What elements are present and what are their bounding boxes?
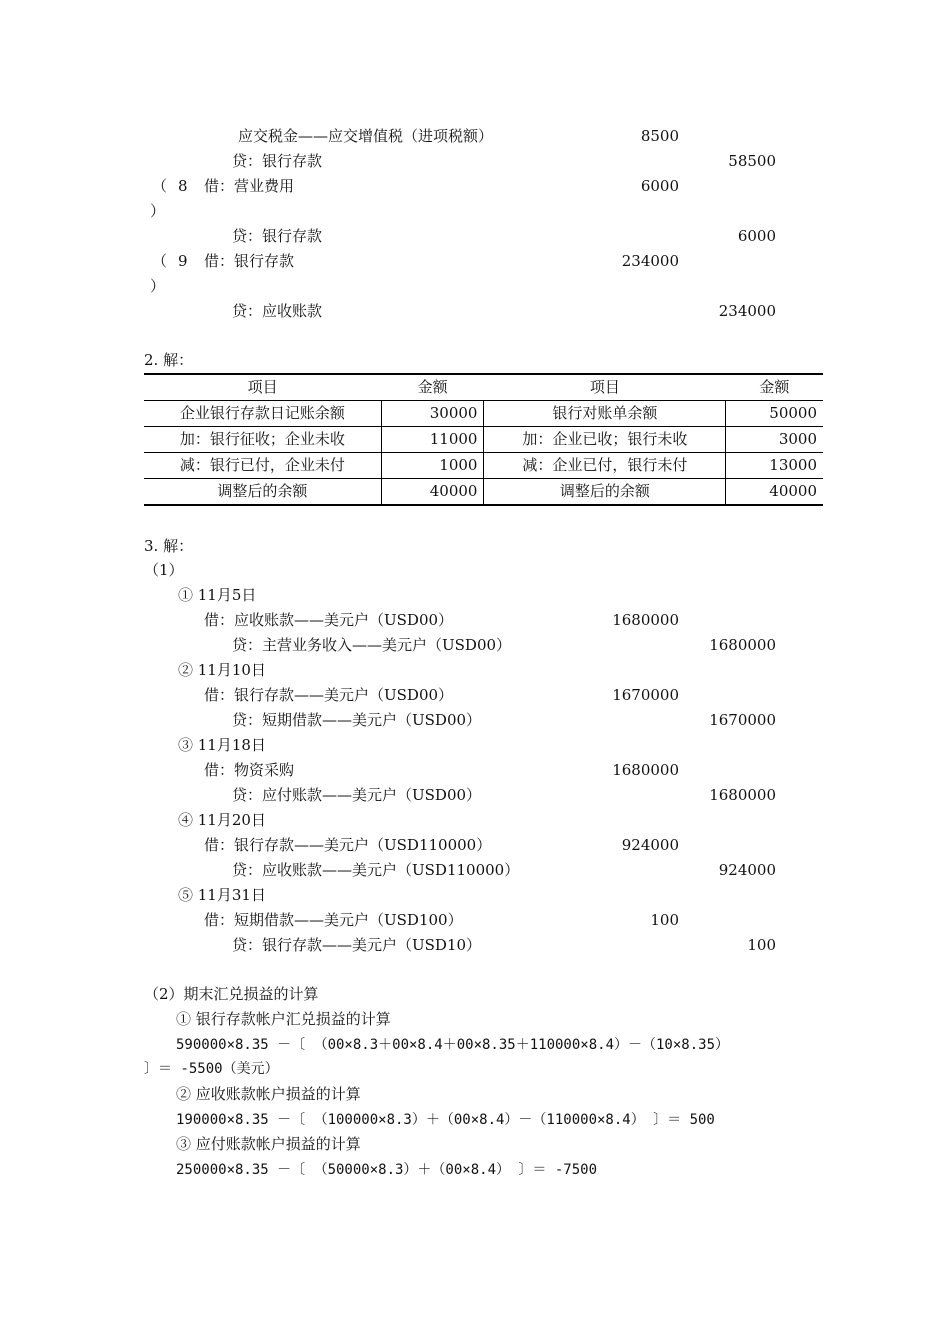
table-cell: 加：企业已收；银行未收	[484, 427, 726, 453]
table-cell: 11000	[381, 427, 484, 453]
entry-credit: 100	[747, 936, 776, 954]
entry-text: 借：物资采购	[204, 761, 295, 779]
table-row	[144, 479, 823, 506]
column-header: 项目	[247, 378, 278, 396]
bank-reconciliation-table	[144, 373, 823, 506]
calc-title: ② 应收账款帐户损益的计算	[176, 1085, 361, 1103]
calc-title: ③ 应付账款帐户损益的计算	[176, 1135, 361, 1153]
table-cell: 银行对账单余额	[484, 401, 726, 427]
entry-text: 贷：银行存款	[232, 227, 323, 245]
column-header: 项目	[589, 378, 620, 396]
table-cell: 加：银行征收；企业未收	[144, 427, 381, 453]
table-cell: 1000	[381, 453, 484, 479]
table-header-row	[144, 374, 823, 401]
section-heading: 2. 解：	[144, 351, 194, 369]
entry-number-close: ）	[150, 202, 166, 220]
entry-number-close: ）	[150, 277, 166, 295]
table-row	[144, 453, 823, 479]
entry-debit: 1670000	[612, 686, 679, 704]
entry-date: ⑤ 11月31日	[178, 886, 266, 904]
entry-debit: 1680000	[612, 611, 679, 629]
entry-credit: 1680000	[709, 636, 776, 654]
entry-credit: 924000	[718, 861, 776, 879]
entry-number: 9	[178, 252, 188, 270]
calc-formula: 〕＝ -5500（美元）	[144, 1061, 279, 1077]
entry-text: 应交税金——应交增值税（进项税额）	[238, 127, 494, 145]
calc-formula: 250000×8.35 －〔 （50000×8.3）＋（00×8.4） 〕＝ -7500	[176, 1162, 598, 1178]
entry-number: 8	[178, 177, 188, 195]
entry-number-open: （	[152, 252, 168, 270]
table-cell: 调整后的余额	[484, 479, 726, 506]
table-row	[144, 427, 823, 453]
table-cell: 13000	[726, 453, 823, 479]
entry-text: 贷：应付账款——美元户（USD00）	[232, 786, 482, 804]
entry-text: 贷：主营业务收入——美元户（USD00）	[232, 636, 512, 654]
entry-text: 贷：银行存款	[232, 152, 323, 170]
part-label: （1）	[144, 561, 184, 579]
part-label: （2）期末汇兑损益的计算	[144, 985, 319, 1003]
entry-credit: 6000	[737, 227, 776, 245]
section-heading: 3. 解：	[144, 537, 194, 555]
entry-date: ④ 11月20日	[178, 811, 266, 829]
table-cell: 40000	[381, 479, 484, 506]
entry-credit: 234000	[718, 302, 776, 320]
entry-text: 借：银行存款——美元户（USD110000）	[204, 836, 492, 854]
entry-text: 借：营业费用	[204, 177, 295, 195]
entry-debit: 234000	[621, 252, 679, 270]
entry-date: ① 11月5日	[178, 586, 257, 604]
table-cell: 30000	[381, 401, 484, 427]
table-row	[144, 401, 823, 427]
entry-number-open: （	[152, 177, 168, 195]
entry-debit: 100	[650, 911, 679, 929]
column-header: 金额	[417, 378, 448, 396]
calc-formula: 190000×8.35 －〔 （100000×8.3）＋（00×8.4）－（110000×8.4） 〕＝ 500	[176, 1112, 715, 1128]
entry-text: 借：应收账款——美元户（USD00）	[204, 611, 454, 629]
table-cell: 企业银行存款日记账余额	[144, 401, 381, 427]
entry-debit: 924000	[621, 836, 679, 854]
entry-text: 借：银行存款——美元户（USD00）	[204, 686, 454, 704]
entry-text: 贷：银行存款——美元户（USD10）	[232, 936, 482, 954]
entry-text: 借：短期借款——美元户（USD100）	[204, 911, 463, 929]
entry-text: 贷：短期借款——美元户（USD00）	[232, 711, 482, 729]
entry-text: 贷：应收账款——美元户（USD110000）	[232, 861, 520, 879]
table-cell: 调整后的余额	[144, 479, 381, 506]
entry-debit: 8500	[640, 127, 679, 145]
entry-credit: 1680000	[709, 786, 776, 804]
entry-text: 借：银行存款	[204, 252, 295, 270]
table-cell: 40000	[726, 479, 823, 506]
entry-credit: 58500	[728, 152, 776, 170]
entry-debit: 6000	[640, 177, 679, 195]
entry-debit: 1680000	[612, 761, 679, 779]
table-cell: 减：企业已付，银行未付	[484, 453, 726, 479]
entry-date: ② 11月10日	[178, 661, 266, 679]
calc-formula: 590000×8.35 －〔 （00×8.3＋00×8.4＋00×8.35＋110000×8.4）－（10×8.35）	[176, 1037, 730, 1053]
table-cell: 减：银行已付，企业未付	[144, 453, 381, 479]
entry-date: ③ 11月18日	[178, 736, 266, 754]
calc-title: ① 银行存款帐户汇兑损益的计算	[176, 1010, 391, 1028]
table-cell: 3000	[726, 427, 823, 453]
entry-credit: 1670000	[709, 711, 776, 729]
table-cell: 50000	[726, 401, 823, 427]
column-header: 金额	[759, 378, 790, 396]
entry-text: 贷：应收账款	[232, 302, 323, 320]
